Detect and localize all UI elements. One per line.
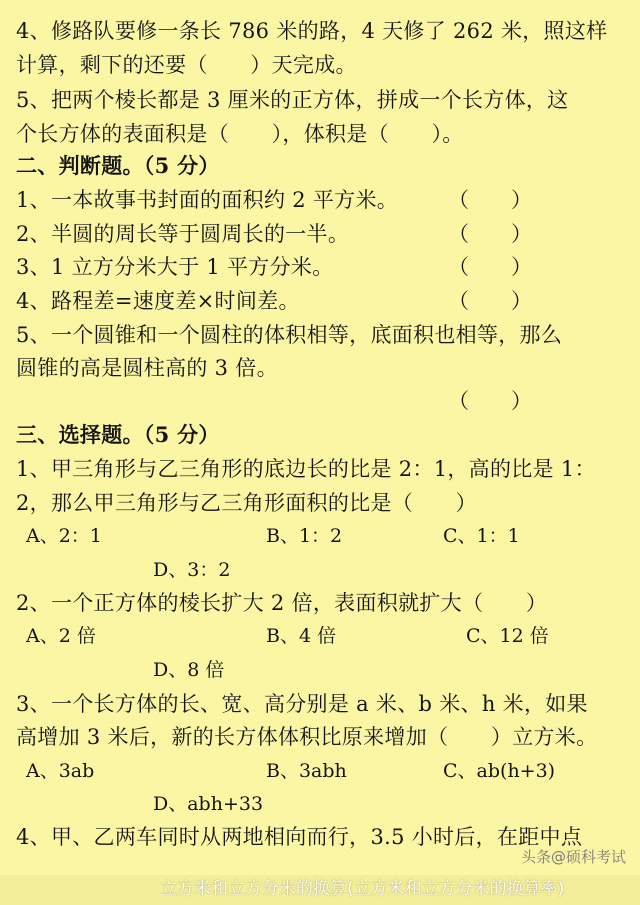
choice-heading: 三、选择题。（5 分） bbox=[16, 422, 220, 447]
image-caption: 立方米和立方分米的换算(立方米和立方分米的换算率) bbox=[160, 879, 565, 899]
choice-q3-option-d: D、abh+33 bbox=[153, 793, 264, 815]
source-watermark: 头条@硕科考试 bbox=[520, 848, 626, 866]
choice-q2-option-c: C、12 倍 bbox=[466, 625, 549, 647]
choice-q3-option-a: A、3ab bbox=[26, 760, 95, 782]
choice-q3-line2: 高增加 3 米后，新的长方体体积比原来增加（ ）立方米。 bbox=[16, 725, 598, 749]
choice-q2-line1: 2、一个正方体的棱长扩大 2 倍，表面积就扩大（ ） bbox=[16, 591, 548, 615]
choice-q3-option-c: C、ab(h+3) bbox=[443, 760, 556, 782]
judge-q3-blank: （ ） bbox=[448, 255, 532, 279]
choice-q2-option-a: A、2 倍 bbox=[26, 625, 96, 647]
judge-q2-blank: （ ） bbox=[448, 222, 532, 246]
fill-q5-line1: 5、把两个棱长都是 3 厘米的正方体，拼成一个长方体，这 bbox=[16, 88, 569, 112]
choice-q1-option-d: D、3：2 bbox=[153, 559, 231, 581]
judge-q2: 2、半圆的周长等于圆周长的一半。 bbox=[16, 222, 350, 246]
choice-q4-line1: 4、甲、乙两车同时从两地相向而行，3.5 小时后，在距中点 bbox=[16, 825, 583, 849]
fill-q4-line2: 计算，剩下的还要（ ）天完成。 bbox=[16, 53, 357, 77]
judge-q5-line1: 5、一个圆锥和一个圆柱的体积相等，底面积也相等，那么 bbox=[16, 323, 563, 347]
judge-q1-blank: （ ） bbox=[448, 188, 532, 212]
choice-q1-line1: 1、甲三角形与乙三角形的底边长的比是 2：1，高的比是 1： bbox=[16, 457, 596, 481]
choice-q3-line1: 3、一个长方体的长、宽、高分别是 a 米、b 米、h 米，如果 bbox=[16, 692, 588, 716]
judge-q5-blank: （ ） bbox=[448, 389, 532, 413]
choice-q2-option-b: B、4 倍 bbox=[266, 625, 337, 647]
choice-q1-option-a: A、2：1 bbox=[26, 525, 102, 547]
choice-q1-line2: 2，那么甲三角形与乙三角形面积的比是（ ） bbox=[16, 491, 477, 515]
judge-q3: 3、1 立方分米大于 1 平方分米。 bbox=[16, 255, 334, 279]
choice-q1-option-c: C、1：1 bbox=[443, 525, 520, 547]
judge-q5-line2: 圆锥的高是圆柱高的 3 倍。 bbox=[16, 356, 278, 380]
choice-q1-option-b: B、1：2 bbox=[266, 525, 343, 547]
judge-q4: 4、路程差=速度差×时间差。 bbox=[16, 289, 300, 313]
fill-q5-line2: 个长方体的表面积是（ ），体积是（ ）。 bbox=[16, 122, 464, 146]
choice-q2-option-d: D、8 倍 bbox=[153, 659, 225, 681]
fill-q4-line1: 4、修路队要修一条长 786 米的路，4 天修了 262 米，照这样 bbox=[16, 19, 608, 43]
judge-q4-blank: （ ） bbox=[448, 289, 532, 313]
judge-heading: 二、判断题。（5 分） bbox=[16, 153, 220, 178]
judge-q1: 1、一本故事书封面的面积约 2 平方米。 bbox=[16, 188, 399, 212]
choice-q3-option-b: B、3abh bbox=[266, 760, 347, 782]
